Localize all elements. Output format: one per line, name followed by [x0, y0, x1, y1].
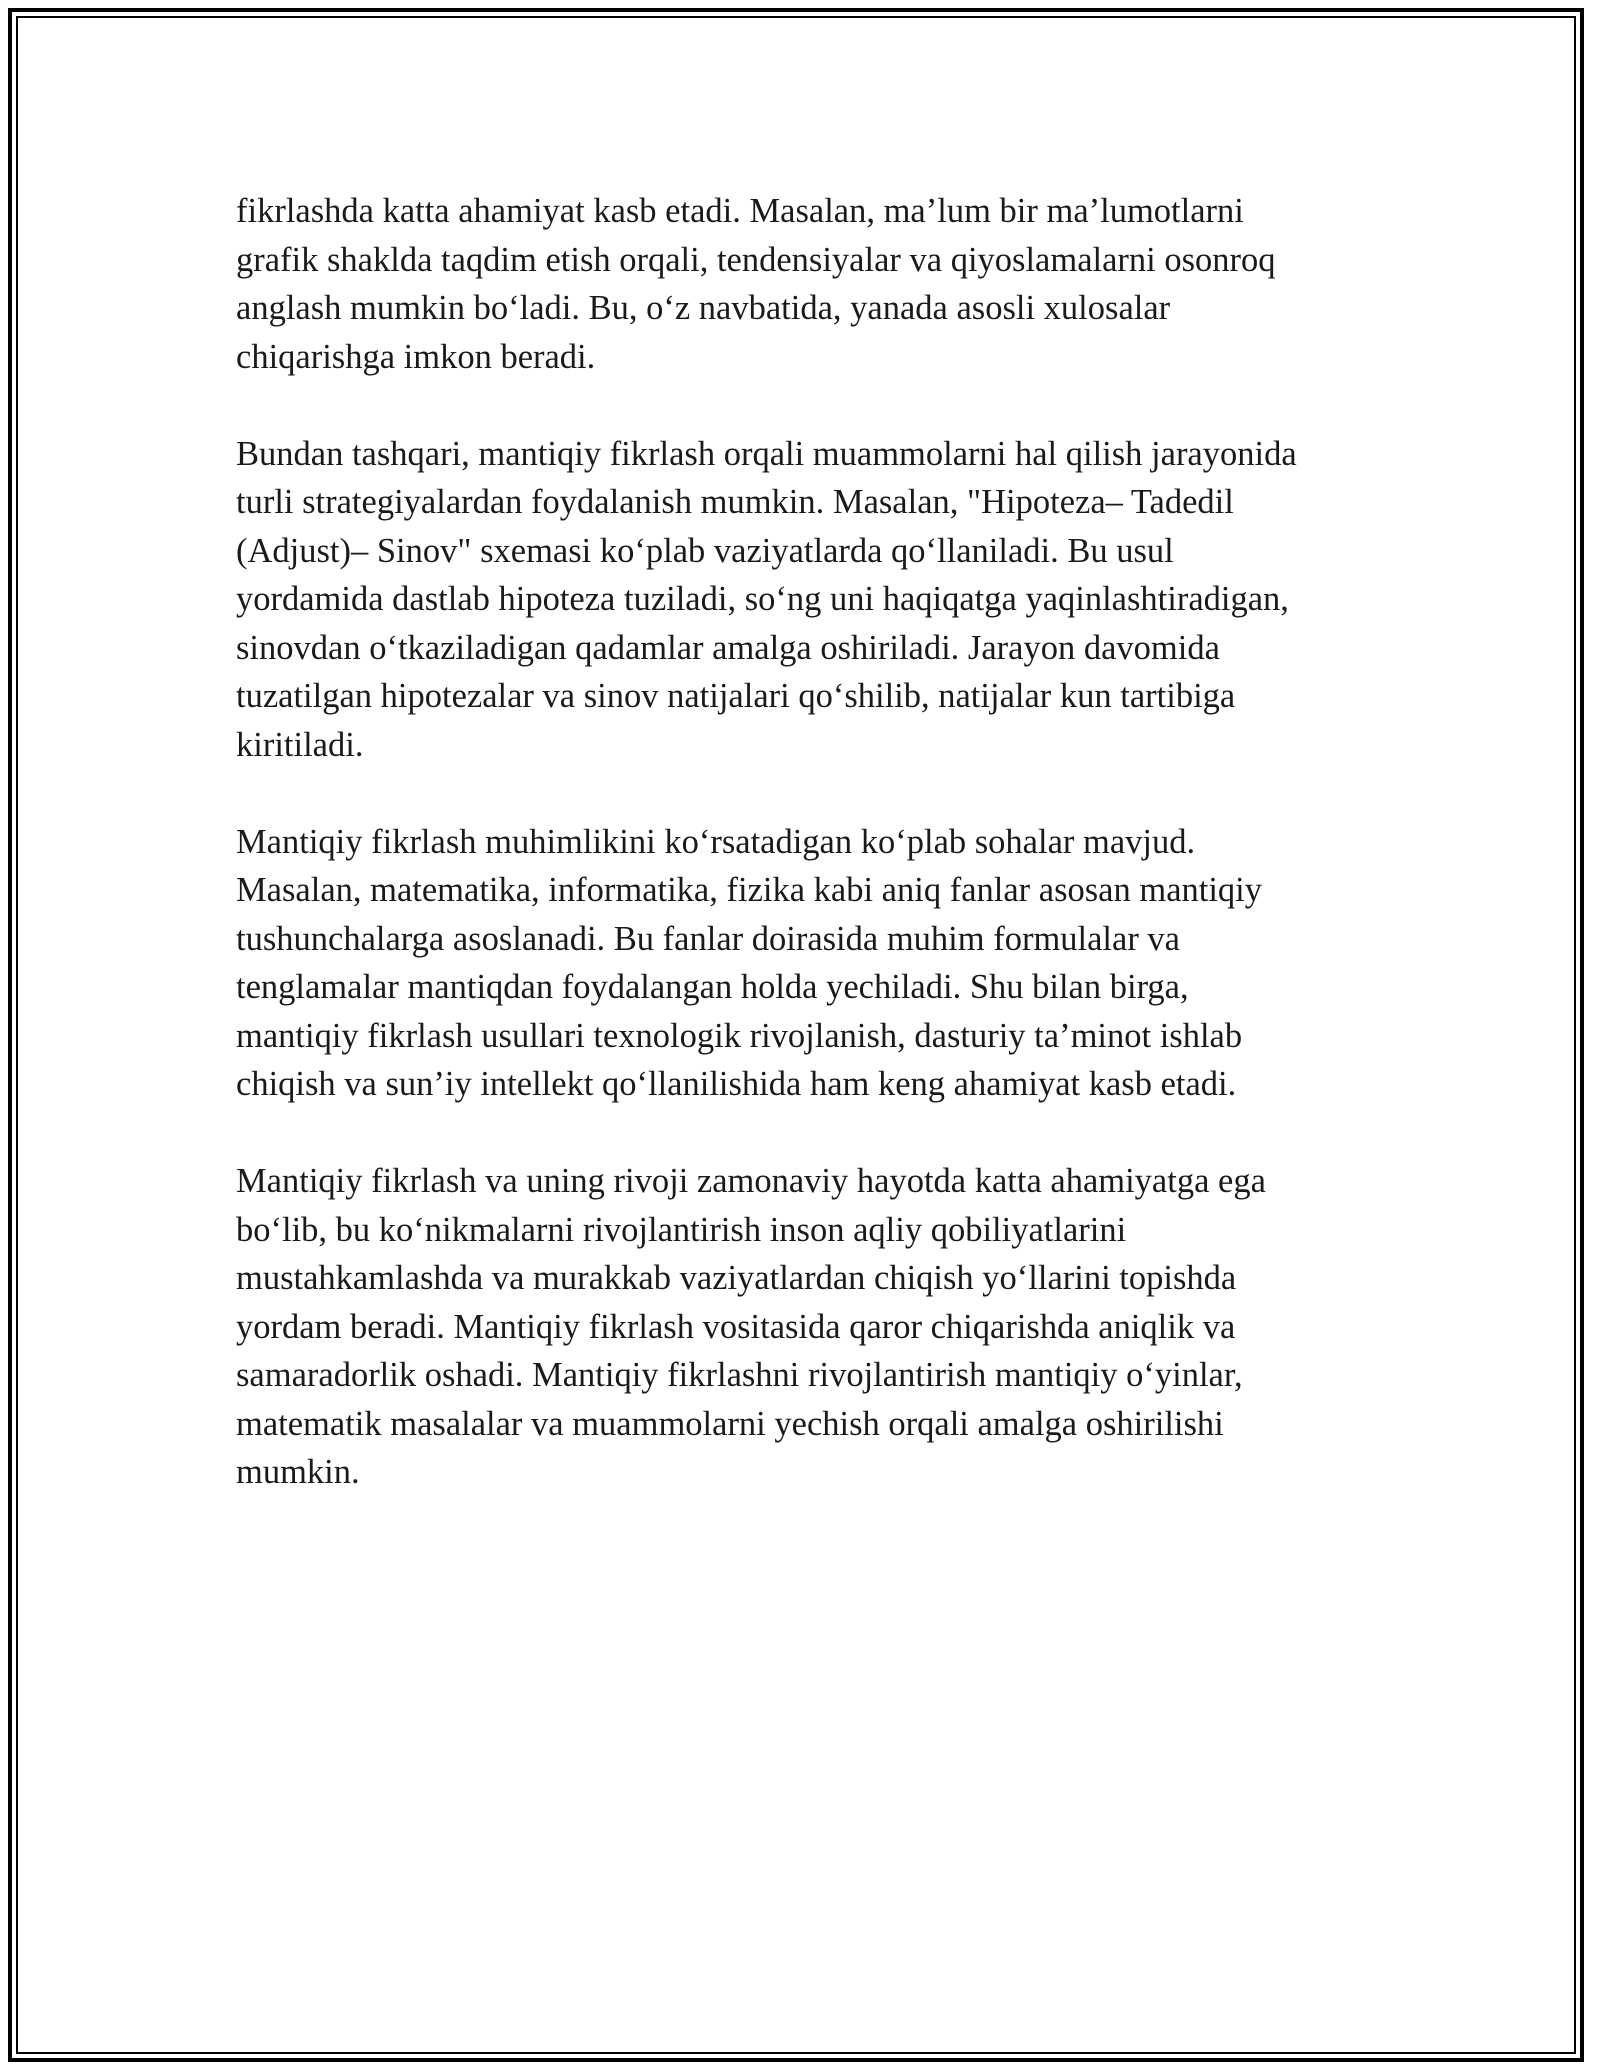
paragraph-4: Mantiqiy fikrlash va uning rivoji zamonaviy hayotda katta ahamiyatga ega bo‘lib, bu ko‘nikmalarni rivojlantirish inson aqliy qobiliyatlarini mustahkamlashda va murakkab vaziyatlardan chiqish yo‘llarini topishda yordam beradi. Mantiqiy fikrlash vositasida qaror chiqarishda aniqlik va samaradorlik oshadi. Mantiqiy fikrlashni rivojlantirish mantiqiy o‘yinlar, matematik masalalar va muammolarni yechish orqali amalga oshirilishi mumkin.: [236, 1162, 1266, 1491]
paragraph-2: Bundan tashqari, mantiqiy fikrlash orqali muammolarni hal qilish jarayonida turli strategiyalardan foydalanish mumkin. Masalan, "Hipoteza– Tadedil (Adjust)– Sinov" sxemasi ko‘plab vaziyatlarda qo‘llaniladi. Bu usul yordamida dastlab hipoteza tuziladi, so‘ng uni haqiqatga yaqinlashtiradigan, sinovdan o‘tkaziladigan qadamlar amalga oshiriladi. Jarayon davomida tuzatilgan hipotezalar va sinov natijalari qo‘shilib, natijalar kun tartibiga kiritiladi.: [236, 434, 1297, 764]
paragraph-3: Mantiqiy fikrlash muhimlikini ko‘rsatadigan ko‘plab sohalar mavjud. Masalan, matematika, informatika, fizika kabi aniq fanlar asosan mantiqiy tushunchalarga asoslanadi. Bu fanlar doirasida muhim formulalar va tenglamalar mantiqdan foydalangan holda yechiladi. Shu bilan birga, mantiqiy fikrlash usullari texnologik rivojlanish, dasturiy ta’minot ishlab chiqish va sun’iy intellekt qo‘llanilishida ham keng ahamiyat kasb etadi.: [236, 822, 1263, 1103]
document-body: [236, 187, 1400, 1545]
paragraph-1: fikrlashda katta ahamiyat kasb etadi. Masalan, ma’lum bir ma’lumotlarni grafik shaklda taqdim etish orqali, tendensiyalar va qiyoslamalarni osonroq anglash mumkin bo‘ladi. Bu, o‘z navbatida, yanada asosli xulosalar chiqarishga imkon beradi.: [236, 192, 1276, 376]
